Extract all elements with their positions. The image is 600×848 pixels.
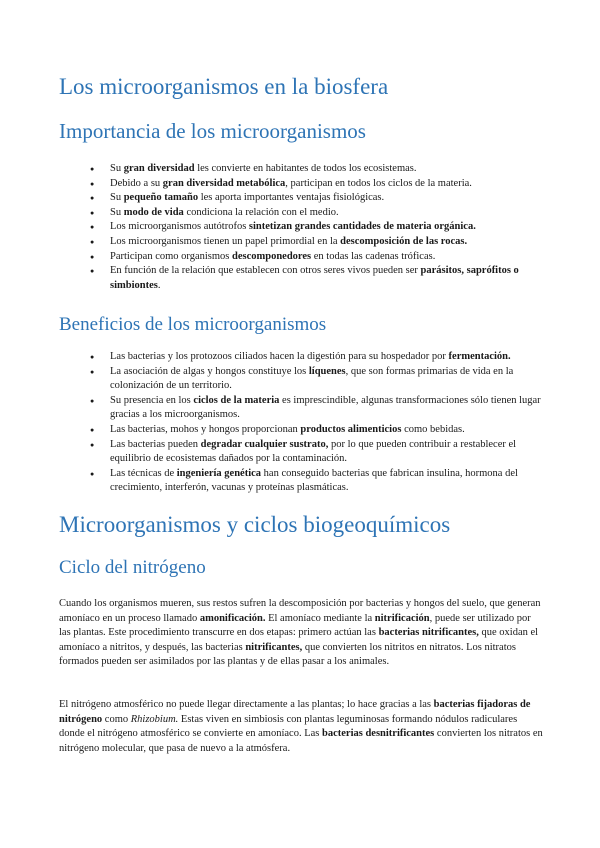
importancia-list <box>0 162 600 293</box>
beneficios-list <box>0 350 600 496</box>
section-heading-importancia: Importancia de los microorganismos <box>59 119 366 143</box>
section-heading-ciclos: Microorganismos y ciclos biogeoquímicos <box>59 512 451 537</box>
list-item: ● En función de la relación que establecen con otros seres vivos pueden ser parásitos, saprófitos o simbiontes. <box>0 264 600 293</box>
list-item: ● Debido a su gran diversidad metabólica, participan en todos los ciclos de la materia. <box>0 177 600 192</box>
list-item: ● Los microorganismos tienen un papel primordial en la descomposición de las rocas. <box>0 235 600 250</box>
subsection-heading-nitrogeno: Ciclo del nitrógeno <box>59 557 206 578</box>
list-item: ● Su modo de vida condiciona la relación con el medio. <box>0 206 600 221</box>
paragraph-nitrogeno-2: El nitrógeno atmosférico no puede llegar directamente a las plantas; lo hace gracias a las bacterias fijadoras de nitrógeno como Rhizobium. Estas viven en simbiosis con plantas leguminosas formando nódulos radiculares donde el nitrógeno atmosférico se convierte en amoníaco. Las bacterias desnitrificantes convierten los nitratos en nitrógeno molecular, que pasa de nuevo a la atmósfera. <box>59 699 543 754</box>
list-item: ● Participan como organismos descomponedores en todas las cadenas tróficas. <box>0 250 600 265</box>
page-title: Los microorganismos en la biosfera <box>59 74 389 99</box>
list-item: ● Su gran diversidad les convierte en habitantes de todos los ecosistemas. <box>0 162 600 177</box>
section-heading-beneficios: Beneficios de los microorganismos <box>59 314 327 335</box>
list-item: ● Los microorganismos autótrofos sintetizan grandes cantidades de materia orgánica. <box>0 220 600 235</box>
list-item: ● Las bacterias y los protozoos ciliados hacen la digestión para su hospedador por fermentación. <box>0 350 600 365</box>
list-item: ● La asociación de algas y hongos constituye los líquenes, que son formas primarias de vida en la colonización de un territorio. <box>0 365 600 394</box>
paragraph-nitrogeno-1: Cuando los organismos mueren, sus restos sufren la descomposición por bacterias y hongos del suelo, que generan amoníaco en un proceso llamado amonificación. El amoníaco mediante la nitrificación, puede ser utilizado por las plantas. Este procedimiento transcurre en dos etapas: primero actúan las bacterias nitrificantes, que oxidan el amoníaco a nitritos, y después, las bacterias nitrificantes, que convierten los nitritos en nitratos. Los nitratos formados pueden ser asimilados por las plantas y de ellas pasar a los animales. <box>59 598 541 668</box>
list-item: ● Su presencia en los ciclos de la materia es imprescindible, algunas transformaciones sólo tienen lugar gracias a los microorganismos. <box>0 394 600 423</box>
list-item: ● Las bacterias pueden degradar cualquier sustrato, por lo que pueden contribuir a restablecer el equilibrio de ecosistemas dañados por la contaminación. <box>0 438 600 467</box>
list-item: ● Las técnicas de ingeniería genética han conseguido bacterias que fabrican insulina, hormona del crecimiento, interferón, vacunas y proteínas plasmáticas. <box>0 467 600 496</box>
list-item: ● Las bacterias, mohos y hongos proporcionan productos alimenticios como bebidas. <box>0 423 600 438</box>
list-item: ● Su pequeño tamaño les aporta importantes ventajas fisiológicas. <box>0 191 600 206</box>
